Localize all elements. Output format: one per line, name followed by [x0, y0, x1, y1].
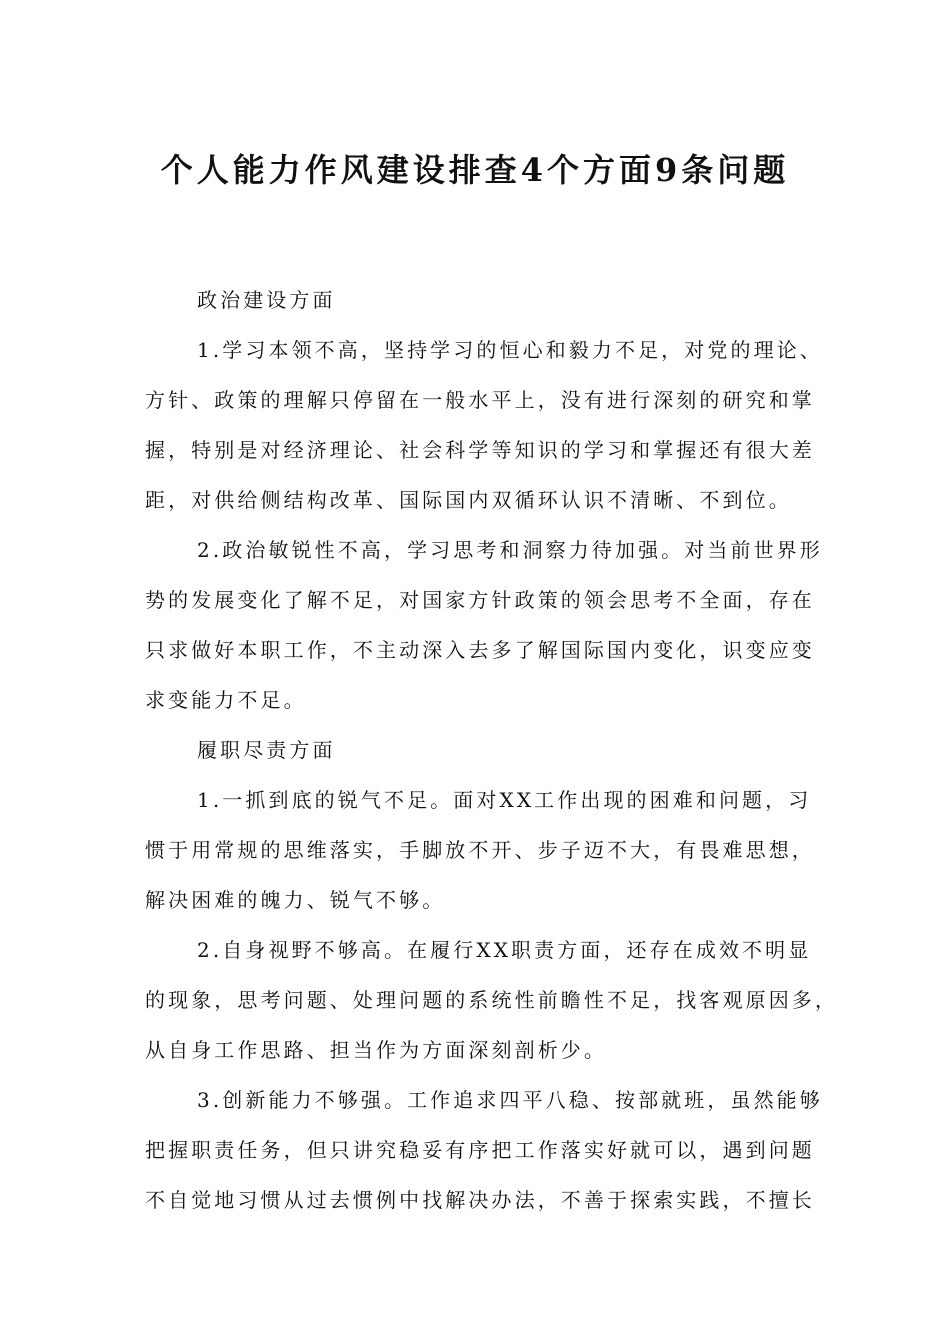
paragraph-line: 势的发展变化了解不足，对国家方针政策的领会思考不全面，存在	[145, 588, 815, 612]
paragraph-line: 的现象，思考问题、处理问题的系统性前瞻性不足，找客观原因多，	[145, 988, 838, 1012]
paragraph-line: 解决困难的魄力、锐气不够。	[145, 888, 446, 912]
paragraph-line: 方针、政策的理解只停留在一般水平上，没有进行深刻的研究和掌	[145, 388, 815, 412]
section-heading: 政治建设方面	[197, 288, 336, 312]
paragraph-line: 只求做好本职工作，不主动深入去多了解国际国内变化，识变应变	[145, 638, 815, 662]
paragraph-line: 3.创新能力不够强。工作追求四平八稳、按部就班，虽然能够	[197, 1088, 823, 1112]
section-heading: 履职尽责方面	[197, 738, 336, 762]
paragraph-line: 握，特别是对经济理论、社会科学等知识的学习和掌握还有很大差	[145, 438, 815, 462]
paragraph-line: 1.学习本领不高，坚持学习的恒心和毅力不足，对党的理论、	[197, 338, 823, 362]
paragraph-line: 把握职责任务，但只讲究稳妥有序把工作落实好就可以，遇到问题	[145, 1138, 815, 1162]
paragraph-line: 2.政治敏锐性不高，学习思考和洞察力待加强。对当前世界形	[197, 538, 823, 562]
document-title: 个人能力作风建设排查4个方面9条问题	[160, 151, 790, 189]
paragraph-line: 从自身工作思路、担当作为方面深刻剖析少。	[145, 1038, 607, 1062]
paragraph-line: 2.自身视野不够高。在履行XX职责方面，还存在成效不明显	[197, 938, 812, 962]
paragraph-line: 距，对供给侧结构改革、国际国内双循环认识不清晰、不到位。	[145, 488, 792, 512]
paragraph-line: 惯于用常规的思维落实，手脚放不开、步子迈不大，有畏难思想，	[145, 838, 815, 862]
paragraph-line: 不自觉地习惯从过去惯例中找解决办法，不善于探索实践，不擅长	[145, 1188, 815, 1212]
document-body	[145, 283, 838, 1233]
paragraph-line: 求变能力不足。	[145, 688, 307, 712]
paragraph-line: 1.一抓到底的锐气不足。面对XX工作出现的困难和问题，习	[197, 788, 812, 812]
